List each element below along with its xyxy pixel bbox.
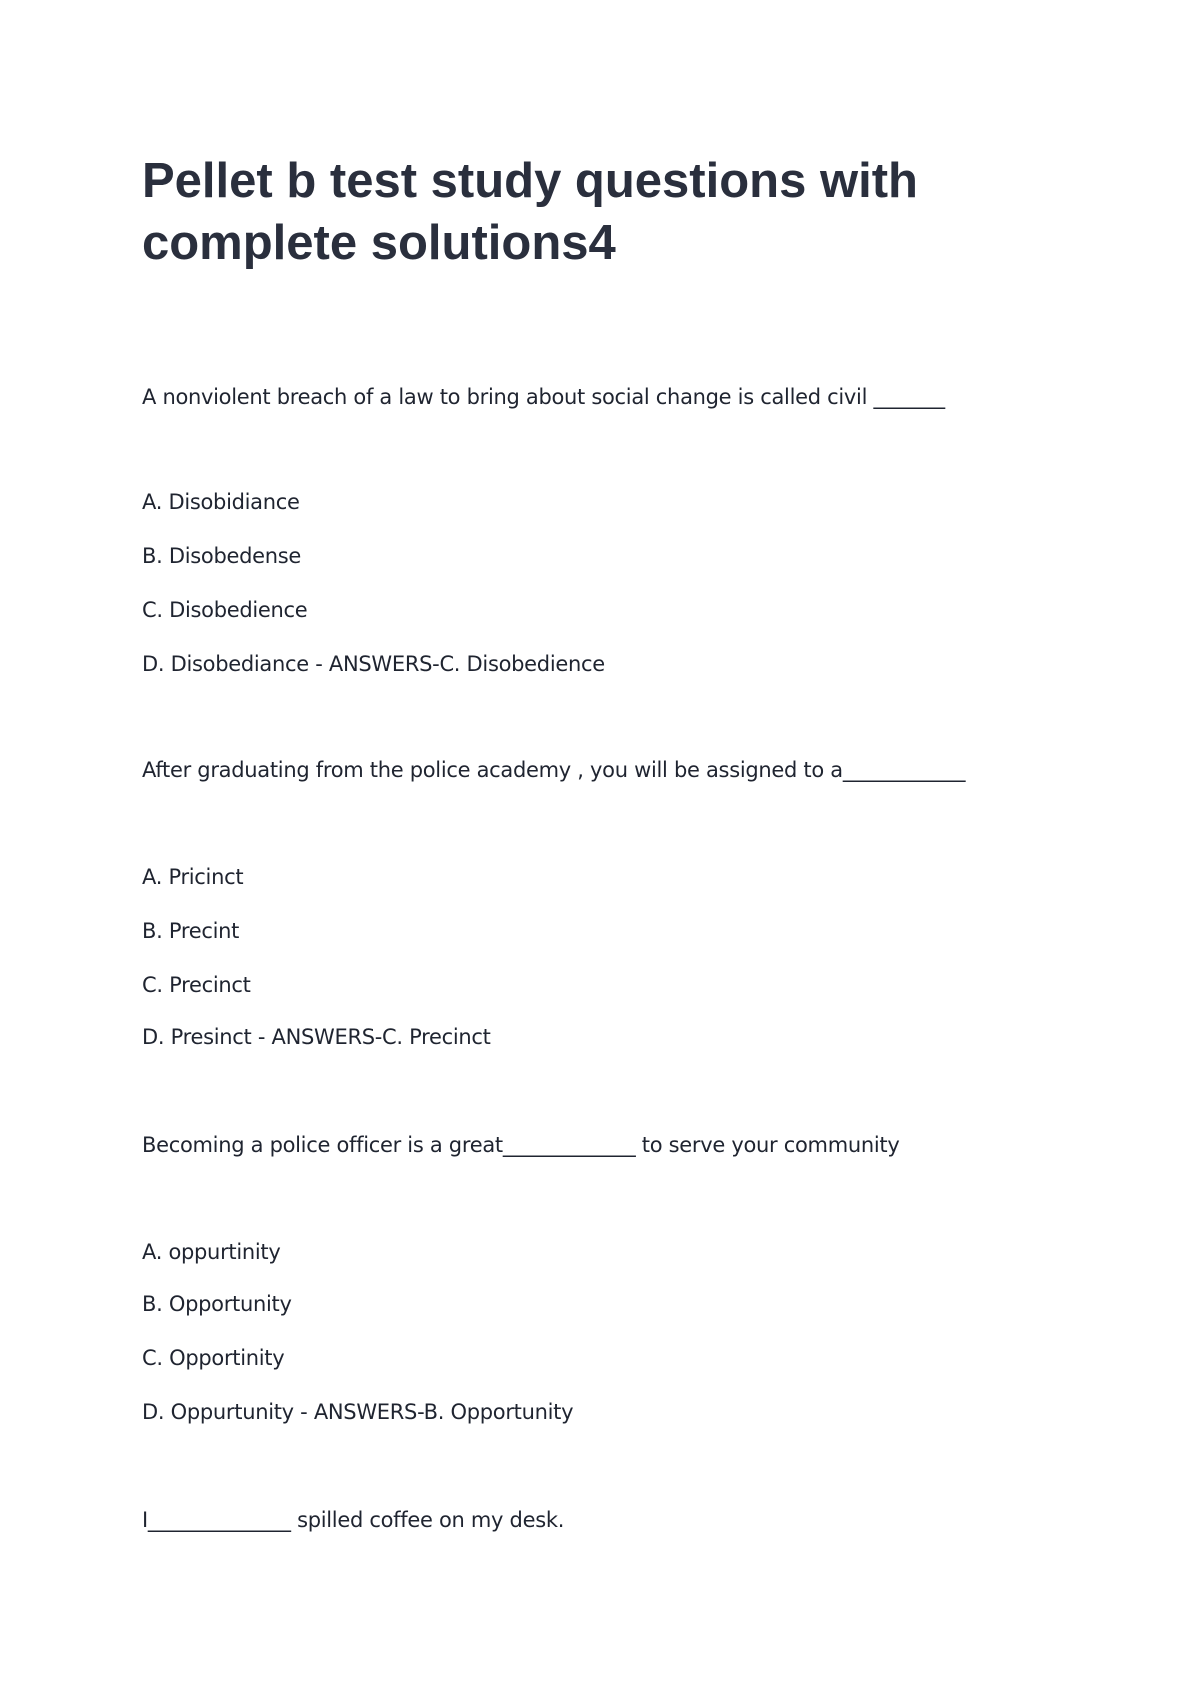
question-3-option-c: C. Opportinity xyxy=(142,1346,285,1370)
question-1-option-c: C. Disobedience xyxy=(142,598,308,622)
question-4-prompt: I______________ spilled coffee on my desk. xyxy=(142,1508,565,1532)
document-title: Pellet b test study questions with complete solutions4 xyxy=(142,154,918,270)
question-3-prompt: Becoming a police officer is a great_____________ to serve your community xyxy=(142,1133,900,1157)
question-3-option-b: B. Opportunity xyxy=(142,1292,292,1316)
question-1-option-b: B. Disobedense xyxy=(142,544,302,568)
question-2-prompt: After graduating from the police academy , you will be assigned to a____________ xyxy=(142,758,966,782)
question-1-option-d-answer: D. Disobediance - ANSWERS-C. Disobedience xyxy=(142,652,605,676)
question-1-prompt: A nonviolent breach of a law to bring about social change is called civil _______ xyxy=(142,385,945,409)
question-3-option-a: A. oppurtinity xyxy=(142,1240,281,1264)
question-2-option-a: A. Pricinct xyxy=(142,865,244,889)
question-2-option-b: B. Precint xyxy=(142,919,240,943)
question-2-option-d-answer: D. Presinct - ANSWERS-C. Precinct xyxy=(142,1025,491,1049)
question-1-option-a: A. Disobidiance xyxy=(142,490,300,514)
question-2-option-c: C. Precinct xyxy=(142,973,251,997)
question-3-option-d-answer: D. Oppurtunity - ANSWERS-B. Opportunity xyxy=(142,1400,574,1424)
